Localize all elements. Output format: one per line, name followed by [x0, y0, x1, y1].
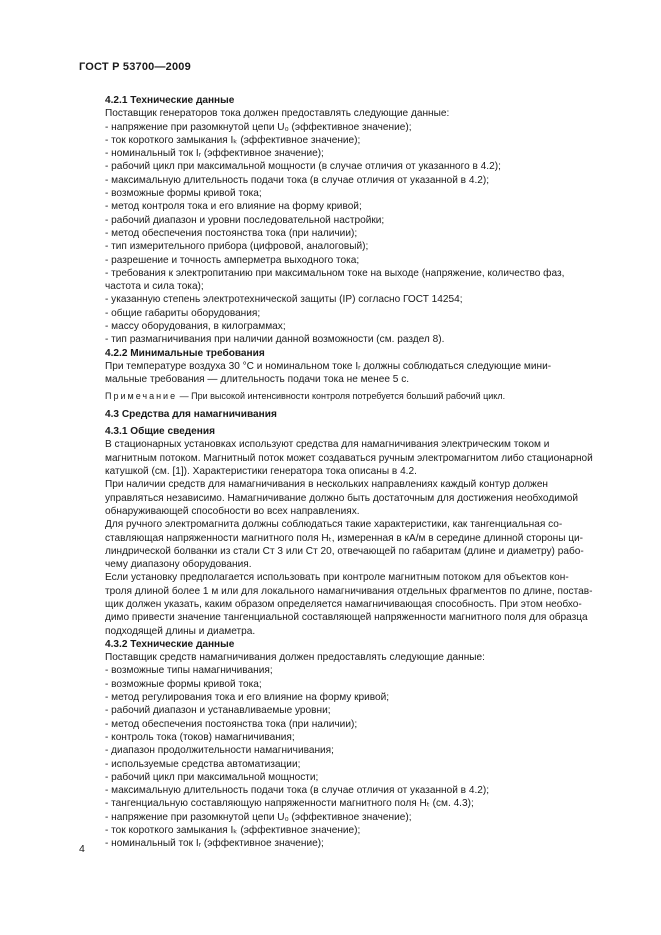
note-label: Примечание — [105, 390, 178, 401]
paragraph-line: чему диапазону оборудования. — [105, 559, 252, 571]
section-title-4-2-2: 4.2.2 Минимальные требования — [105, 347, 265, 359]
list-item: - используемые средства автоматизации; — [105, 758, 301, 770]
section-intro: Поставщик средств намагничивания должен предоставлять следующие данные: — [105, 652, 485, 664]
list-item: - тип размагничивания при наличии данной возможности (см. раздел 8). — [105, 334, 445, 346]
list-item: - метод обеспечения постоянства тока (при наличии); — [105, 227, 358, 239]
list-item: - возможные формы кривой тока; — [105, 678, 262, 690]
list-item: - напряжение при разомкнутой цепи U₀ (эффективное значение); — [105, 121, 412, 133]
paragraph-line: мальные требования — длительность подачи тока не менее 5 с. — [105, 374, 410, 386]
paragraph-line: катушкой (см. [1]). Характеристики генератора тока описаны в 4.2. — [105, 466, 417, 478]
paragraph-line: димо привести значение тангенциальной составляющей напряженности магнитного поля для образца — [105, 612, 588, 624]
list-item: - метод регулирования тока и его влияние на форму кривой; — [105, 692, 390, 704]
list-item: - рабочий цикл при максимальной мощности (в случае отличия от указанного в 4.2); — [105, 161, 501, 173]
paragraph-line: При наличии средств для намагничивания в нескольких направлениях каждый контур должен — [105, 479, 549, 491]
list-item: - требования к электропитанию при максимальном токе на выходе (напряжение, количество фаз, — [105, 267, 565, 279]
list-item: - указанную степень электротехнической защиты (IP) согласно ГОСТ 14254; — [105, 294, 463, 306]
list-item: - тангенциальную составляющую напряженности магнитного поля Hₜ (см. 4.3); — [105, 798, 474, 810]
page-content — [105, 94, 615, 851]
paragraph-line: ставляющая напряженности магнитного поля Hₜ, измеренная в кА/м в середине длинной стороны ци- — [105, 532, 584, 544]
list-item: - контроль тока (токов) намагничивания; — [105, 731, 295, 743]
section-title-4-3: 4.3 Средства для намагничивания — [105, 408, 277, 420]
list-item: - напряжение при разомкнутой цепи U₀ (эффективное значение); — [105, 811, 412, 823]
page-number: 4 — [79, 843, 85, 855]
paragraph-line: В стационарных установках используют средства для намагничивания электрическим током и — [105, 439, 550, 451]
list-item: - диапазон продолжительности намагничивания; — [105, 745, 334, 757]
list-item: - тип измерительного прибора (цифровой, аналоговый); — [105, 241, 369, 253]
paragraph-line: управляться независимо. Намагничивание должно быть достаточным для достижения необходимой — [105, 492, 579, 504]
list-item: - общие габариты оборудования; — [105, 307, 261, 319]
list-item: - ток короткого замыкания Iₖ (эффективное значение); — [105, 134, 361, 146]
list-item: - возможные типы намагничивания; — [105, 665, 273, 677]
list-item-continuation: частота и сила тока); — [105, 281, 204, 293]
paragraph-line: При температуре воздуха 30 °С и номинальном токе Iᵣ должны соблюдаться следующие мини- — [105, 360, 552, 372]
paragraph-line: линдрической болванки из стали Ст 3 или Ст 20, отвечающей по габаритам (длине и диаметру) рабо- — [105, 545, 584, 557]
list-item: - разрешение и точность амперметра выходного тока; — [105, 254, 360, 266]
section-title-4-3-2: 4.3.2 Технические данные — [105, 638, 235, 650]
list-item: - рабочий цикл при максимальной мощности; — [105, 771, 319, 783]
list-item: - массу оборудования, в килограммах; — [105, 321, 286, 333]
paragraph-line: щик должен указать, каким образом определяется намагничивающая способность. При этом необхо- — [105, 598, 582, 610]
page-header: ГОСТ Р 53700—2009 — [79, 61, 191, 73]
section-title-4-3-1: 4.3.1 Общие сведения — [105, 426, 215, 438]
list-item: - возможные формы кривой тока; — [105, 188, 262, 200]
list-item: - номинальный ток Iᵣ (эффективное значение); — [105, 148, 324, 160]
section-intro: Поставщик генераторов тока должен предоставлять следующие данные: — [105, 108, 450, 120]
list-item: - рабочий диапазон и уровни последовательной настройки; — [105, 214, 385, 226]
paragraph-line: магнитным потоком. Магнитный поток может создаваться ручным электромагнитом либо стационарной — [105, 452, 593, 464]
paragraph-line: Для ручного электромагнита должны соблюдаться такие характеристики, как тангенциальная со- — [105, 519, 563, 531]
list-item: - максимальную длительность подачи тока (в случае отличия от указанной в 4.2); — [105, 174, 490, 186]
list-item: - ток короткого замыкания Iₖ (эффективное значение); — [105, 825, 361, 837]
paragraph-line: троля длиной более 1 м или для локального намагничивания отдельных фрагментов по длине, постав- — [105, 585, 593, 597]
list-item: - максимальную длительность подачи тока (в случае отличия от указанной в 4.2); — [105, 785, 490, 797]
list-item: - метод контроля тока и его влияние на форму кривой; — [105, 201, 362, 213]
list-item: - номинальный ток Iᵣ (эффективное значение); — [105, 838, 324, 850]
paragraph-line: Если установку предполагается использовать при контроле магнитным потоком для объектов кон- — [105, 572, 569, 584]
paragraph-line: обнаруживающей способности во всех направлениях. — [105, 505, 360, 517]
note — [105, 390, 615, 403]
section-title-4-2-1: 4.2.1 Технические данные — [105, 95, 235, 106]
paragraph-line: подходящей длины и диаметра. — [105, 625, 256, 637]
note-text: — При высокой интенсивности контроля потребуется больший рабочий цикл. — [177, 390, 506, 401]
list-item: - метод обеспечения постоянства тока (при наличии); — [105, 718, 358, 730]
list-item: - рабочий диапазон и устанавливаемые уровни; — [105, 705, 331, 717]
